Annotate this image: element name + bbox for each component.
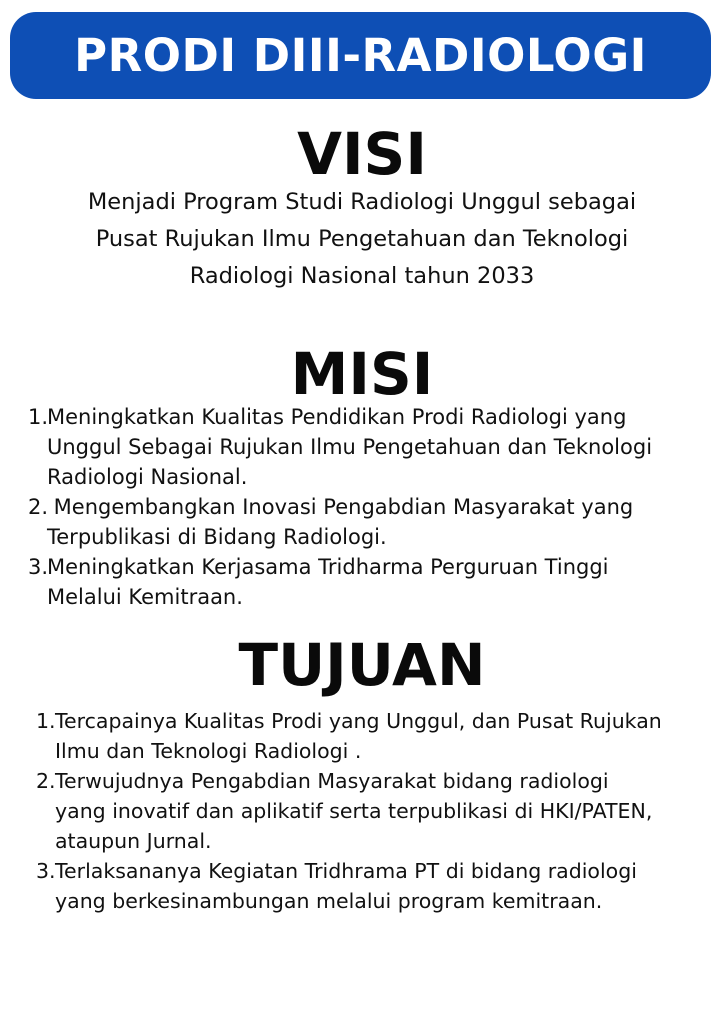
misi-item-line: Melalui Kemitraan. [47, 585, 243, 609]
visi-line: Menjadi Program Studi Radiologi Unggul sebagai [87, 189, 637, 215]
tujuan-heading: TUJUAN [238, 631, 486, 699]
misi-item-line: Meningkatkan Kualitas Pendidikan Prodi Radiologi yang [47, 405, 627, 429]
misi-item-number: 1. [28, 405, 49, 429]
tujuan-item-number: 3. [36, 859, 56, 883]
misi-item [28, 492, 708, 552]
misi-item-line: Terpublikasi di Bidang Radiologi. [47, 525, 387, 549]
tujuan-item [36, 856, 716, 916]
tujuan-item-line: yang berkesinambungan melalui program kemitraan. [55, 889, 603, 913]
tujuan-item-line: Ilmu dan Teknologi Radiologi . [55, 739, 362, 763]
misi-list [28, 402, 708, 612]
tujuan-item [36, 766, 716, 856]
misi-item-line: Unggul Sebagai Rujukan Ilmu Pengetahuan dan Teknologi [47, 435, 653, 459]
visi-line: Pusat Rujukan Ilmu Pengetahuan dan Teknologi [95, 226, 629, 252]
title-banner [10, 12, 711, 99]
visi-heading: VISI [297, 120, 427, 188]
visi-statement [20, 184, 704, 295]
tujuan-item-line: ataupun Jurnal. [55, 829, 212, 853]
tujuan-item-line: Tercapainya Kualitas Prodi yang Unggul, dan Pusat Rujukan [55, 709, 662, 733]
misi-item-number: 3. [28, 555, 49, 579]
misi-item-number: 2. [28, 495, 49, 519]
tujuan-item-number: 2. [36, 769, 56, 793]
tujuan-list [36, 706, 716, 916]
tujuan-item-line: yang inovatif dan aplikatif serta terpublikasi di HKI/PATEN, [55, 799, 653, 823]
misi-item-line: Meningkatkan Kerjasama Tridharma Perguruan Tinggi [47, 555, 609, 579]
misi-item-line: Mengembangkan Inovasi Pengabdian Masyarakat yang [47, 495, 634, 519]
tujuan-item [36, 706, 716, 766]
tujuan-item-line: Terwujudnya Pengabdian Masyarakat bidang radiologi [55, 769, 609, 793]
tujuan-item-line: Terlaksananya Kegiatan Tridhrama PT di bidang radiologi [55, 859, 637, 883]
misi-heading: MISI [290, 340, 434, 408]
visi-line: Radiologi Nasional tahun 2033 [189, 263, 535, 289]
banner-title: PRODI DIII-RADIOLOGI [74, 29, 647, 82]
misi-item [28, 402, 708, 492]
tujuan-item-number: 1. [36, 709, 56, 733]
misi-item-line: Radiologi Nasional. [47, 465, 248, 489]
misi-item [28, 552, 708, 612]
